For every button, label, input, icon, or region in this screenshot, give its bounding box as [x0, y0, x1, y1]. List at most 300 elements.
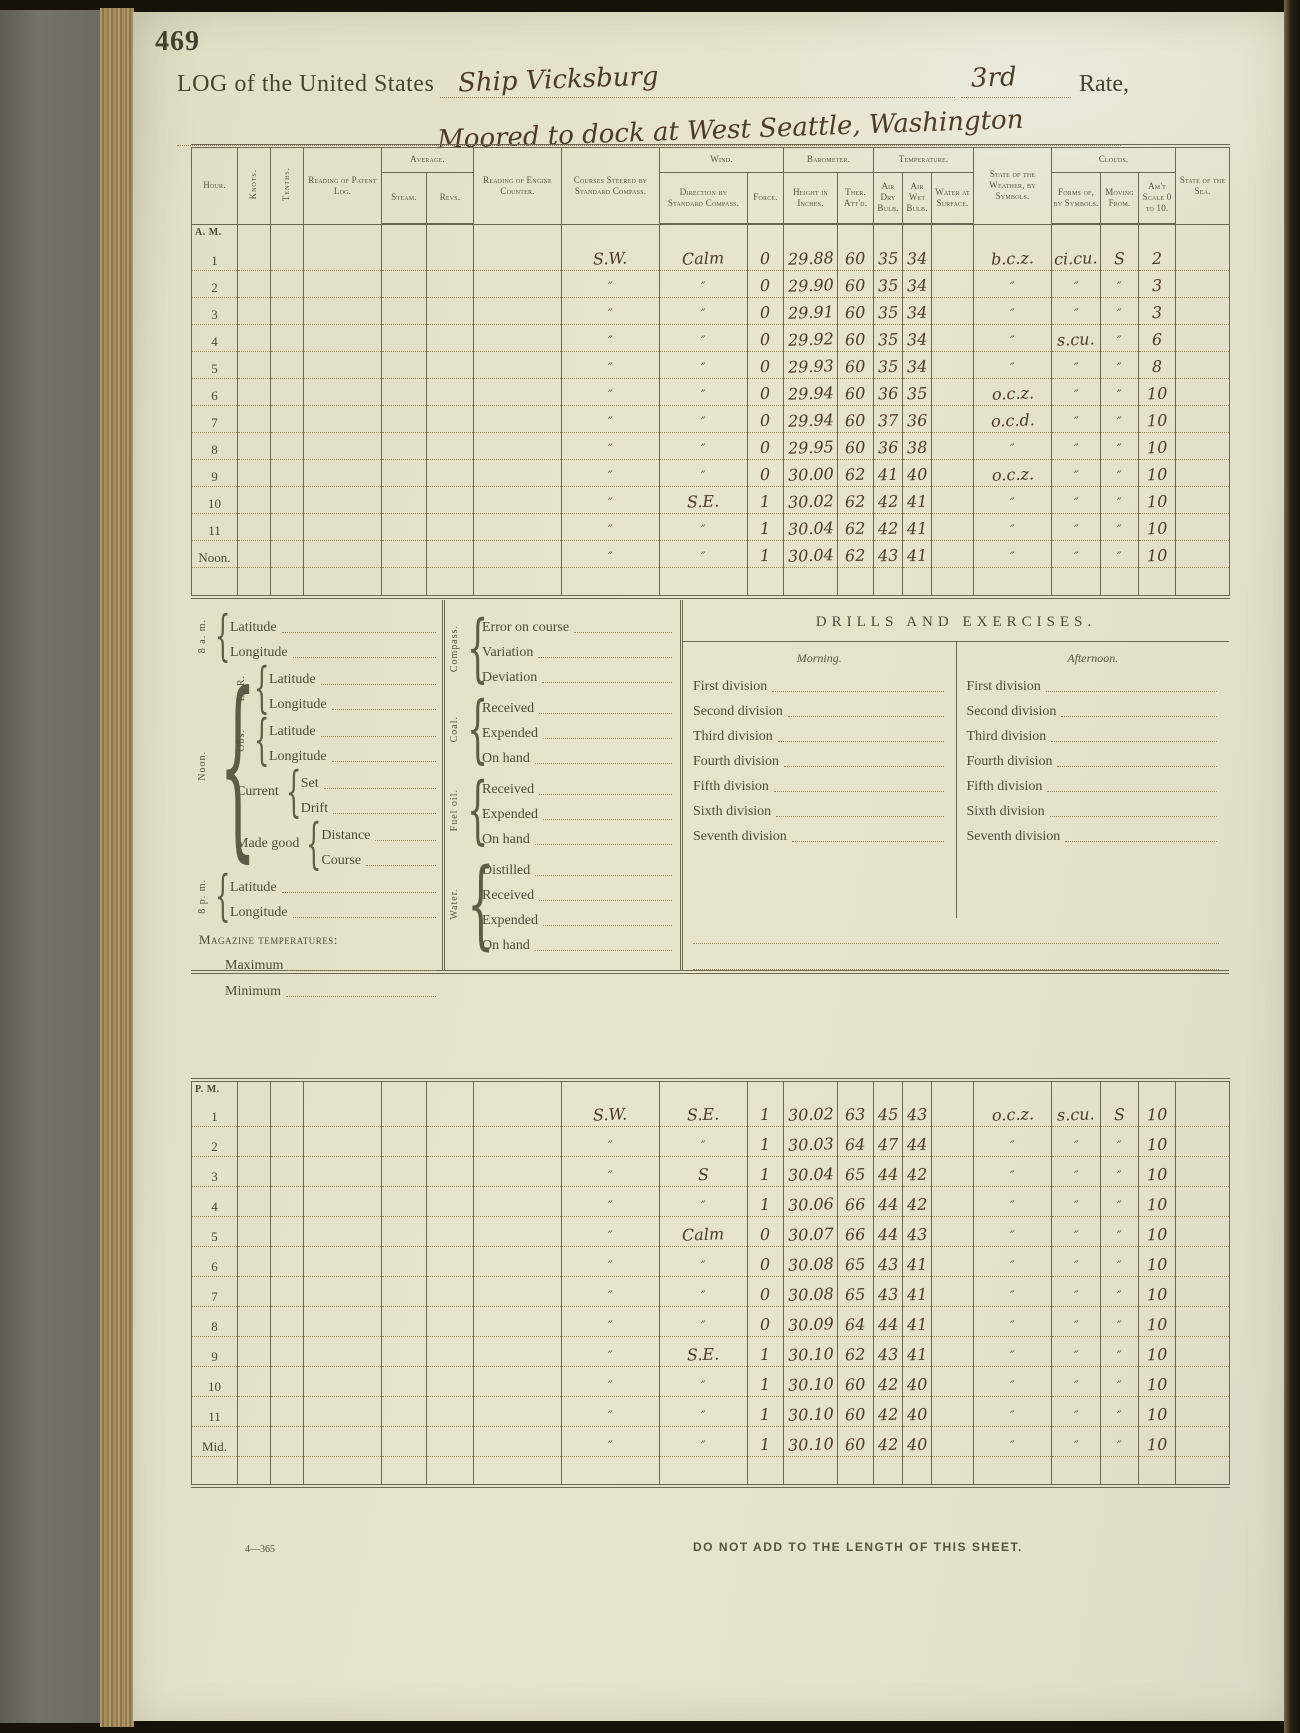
cell-sea	[1176, 1156, 1230, 1186]
cell-from	[1101, 1456, 1139, 1486]
cell-steam	[382, 351, 427, 378]
cell-weather	[974, 1126, 1052, 1156]
handwritten-entry: 0	[760, 329, 771, 349]
handwritten-entry: 10	[1146, 410, 1168, 430]
cell-water	[932, 1080, 974, 1126]
handwritten-entry: 1	[760, 491, 771, 511]
handwritten-entry: ″	[1073, 387, 1079, 403]
cell-amt	[1139, 351, 1176, 378]
handwritten-entry: ″	[1116, 333, 1123, 349]
handwritten-entry: ″	[1009, 1258, 1016, 1274]
handwritten-entry: ″	[607, 495, 614, 511]
cell-engine	[474, 1156, 562, 1186]
handwritten-entry: 10	[1146, 1164, 1168, 1184]
handwritten-entry: ″	[1009, 279, 1016, 295]
cell-dry	[874, 567, 903, 597]
cell-engine	[474, 1126, 562, 1156]
cell-dry	[874, 224, 903, 270]
afternoon-header: Afternoon.	[1067, 651, 1119, 665]
handwritten-entry: 1	[760, 1344, 771, 1364]
drills-afternoon-column	[957, 642, 1230, 918]
cell-dry	[874, 1186, 903, 1216]
handwritten-entry: 30.10	[787, 1433, 834, 1455]
cell-patent	[304, 486, 382, 513]
longitude-label: Longitude	[230, 645, 288, 660]
cell-ther	[838, 486, 874, 513]
brace	[306, 822, 314, 865]
am-row-7	[192, 405, 1230, 432]
noon-label: Noon.	[197, 751, 208, 781]
cell-amt	[1139, 324, 1176, 351]
cell-height	[784, 270, 838, 297]
handwritten-entry: ″	[607, 549, 614, 565]
cell-engine	[474, 567, 562, 597]
handwritten-entry: 10	[1146, 1224, 1168, 1244]
handwritten-entry: 41	[906, 1254, 928, 1274]
cell-amt	[1139, 270, 1176, 297]
cell-steam	[382, 540, 427, 567]
cell-weather	[974, 1456, 1052, 1486]
division-line	[693, 695, 946, 720]
cell-dry	[874, 1336, 903, 1366]
deviation-label: Deviation	[482, 670, 538, 685]
cell-steam	[382, 1336, 427, 1366]
cell-tenths	[271, 1366, 304, 1396]
entry-leader	[332, 761, 436, 762]
cell-sea	[1176, 1080, 1230, 1126]
handwritten-entry: Calm	[682, 247, 725, 269]
cell-ther	[838, 405, 874, 432]
cell-form	[1052, 540, 1101, 567]
entry-leader	[693, 918, 1219, 944]
entry-leader	[333, 813, 436, 814]
cell-form	[1052, 1216, 1101, 1246]
cell-amt	[1139, 1426, 1176, 1456]
entry-leader	[332, 709, 436, 710]
cell-force	[748, 351, 784, 378]
handwritten-entry: ″	[1009, 306, 1016, 322]
cell-amt	[1139, 1246, 1176, 1276]
division-line	[693, 720, 946, 745]
cell-tenths	[271, 1216, 304, 1246]
cell-from	[1101, 1426, 1139, 1456]
cell-force	[748, 405, 784, 432]
handwritten-entry: ″	[607, 1138, 614, 1154]
cell-courses	[562, 1366, 660, 1396]
handwritten-entry: ″	[1073, 1138, 1079, 1154]
cell-knots	[238, 432, 271, 459]
handwritten-entry: 64	[844, 1134, 866, 1154]
handwritten-entry: 3	[1151, 302, 1163, 322]
cell-revs	[427, 540, 474, 567]
handwritten-entry: ″	[1073, 468, 1079, 484]
entry-leader	[288, 970, 436, 971]
entry-leader	[693, 944, 1219, 970]
handwritten-entry: ″	[1116, 1198, 1123, 1214]
division-line	[967, 745, 1220, 770]
cell-direction	[660, 224, 748, 270]
handwritten-entry: b.c.z.	[990, 247, 1035, 269]
cell-revs	[427, 1276, 474, 1306]
division-line	[693, 670, 946, 695]
cell-height	[784, 378, 838, 405]
course-label: Course	[321, 853, 362, 868]
handwritten-entry: ″	[1073, 1378, 1079, 1394]
cell-weather	[974, 224, 1052, 270]
cell-direction	[660, 1246, 748, 1276]
cell-direction	[660, 1396, 748, 1426]
made-good-label: Made good	[236, 836, 300, 851]
handwritten-entry: 30.08	[787, 1283, 834, 1305]
log-title-line	[177, 62, 1129, 98]
cell-height	[784, 567, 838, 597]
cell-patent	[304, 540, 382, 567]
cell-ther	[838, 1456, 874, 1486]
cell-ther	[838, 432, 874, 459]
handwritten-entry: 60	[844, 1434, 866, 1454]
cell-from	[1101, 432, 1139, 459]
handwritten-entry: ″	[700, 414, 707, 430]
cell-force	[748, 1456, 784, 1486]
cell-form	[1052, 1426, 1101, 1456]
cell-weather	[974, 270, 1052, 297]
cell-knots	[238, 1276, 271, 1306]
cell-force	[748, 1186, 784, 1216]
cell-patent	[304, 270, 382, 297]
handwritten-entry: ″	[1073, 1228, 1079, 1244]
handwritten-entry: ″	[607, 1228, 614, 1244]
cell-wet	[903, 1216, 932, 1246]
cell-knots	[238, 1336, 271, 1366]
cell-dry	[874, 1456, 903, 1486]
handwritten-entry: 30.04	[787, 517, 834, 539]
cell-tenths	[271, 1126, 304, 1156]
handwritten-entry: ″	[1009, 333, 1016, 349]
handwritten-entry: ″	[700, 549, 707, 565]
cell-engine	[474, 1426, 562, 1456]
handwritten-entry: ″	[1073, 1288, 1079, 1304]
division-label: Third division	[966, 729, 1047, 744]
pm-row-9	[192, 1336, 1230, 1366]
cell-weather	[974, 405, 1052, 432]
handwritten-entry: ″	[1073, 279, 1079, 295]
handwritten-entry: ″	[1116, 1348, 1123, 1364]
cell-dry	[874, 378, 903, 405]
division-label: Fifth division	[966, 779, 1043, 794]
fuel-oil-label: Fuel oil.	[449, 789, 460, 832]
cell-courses	[562, 1336, 660, 1366]
cell-steam	[382, 1396, 427, 1426]
am-row-11	[192, 513, 1230, 540]
handwritten-entry: 41	[906, 545, 928, 565]
cell-revs	[427, 432, 474, 459]
location-entry-line	[177, 104, 1121, 156]
handwritten-entry: 0	[760, 248, 771, 268]
cell-from	[1101, 1246, 1139, 1276]
handwritten-entry: ″	[1116, 522, 1123, 538]
handwritten-entry: 10	[1146, 1194, 1168, 1214]
distilled-label: Distilled	[482, 863, 531, 878]
cell-weather	[974, 1306, 1052, 1336]
cell-wet	[903, 351, 932, 378]
handwritten-entry: 30.10	[787, 1403, 834, 1425]
cell-dry	[874, 1216, 903, 1246]
cell-height	[784, 540, 838, 567]
division-line	[967, 720, 1220, 745]
cell-patent	[304, 378, 382, 405]
cell-sea	[1176, 1126, 1230, 1156]
division-label: Fourth division	[693, 754, 779, 769]
handwritten-entry: ″	[700, 1288, 707, 1304]
cell-patent	[304, 1126, 382, 1156]
handwritten-entry: ″	[1073, 1348, 1079, 1364]
pm-row-5	[192, 1216, 1230, 1246]
cell-hour: 2	[192, 270, 238, 297]
handwritten-entry: 10	[1146, 437, 1168, 457]
handwritten-entry: ″	[700, 360, 707, 376]
pm-row-blank	[192, 1456, 1230, 1486]
cell-direction	[660, 1216, 748, 1246]
cell-form	[1052, 224, 1101, 270]
handwritten-entry: ″	[700, 1408, 707, 1424]
cell-height	[784, 1306, 838, 1336]
handwritten-entry: 1	[760, 545, 771, 565]
cell-revs	[427, 1246, 474, 1276]
cell-revs	[427, 1336, 474, 1366]
entry-leader	[321, 736, 436, 737]
cell-direction	[660, 297, 748, 324]
cell-sea	[1176, 1306, 1230, 1336]
cell-form	[1052, 1276, 1101, 1306]
handwritten-entry: ″	[607, 1168, 614, 1184]
cell-hour: 2	[192, 1126, 238, 1156]
handwritten-entry: 60	[844, 1374, 866, 1394]
entry-leader	[535, 950, 672, 951]
cell-ther	[838, 351, 874, 378]
entry-leader	[1047, 791, 1217, 792]
cell-weather	[974, 297, 1052, 324]
cell-courses	[562, 1216, 660, 1246]
dr-label: D. R.	[236, 674, 247, 702]
pm-row-8	[192, 1306, 1230, 1336]
col-header-clouds-forms: Forms of, by Symbols.	[1052, 172, 1101, 224]
cell-sea	[1176, 297, 1230, 324]
cell-from	[1101, 1336, 1139, 1366]
handwritten-entry: S	[697, 1164, 710, 1184]
handwritten-entry: 60	[845, 356, 867, 376]
handwritten-entry: ″	[1009, 522, 1016, 538]
cell-sea	[1176, 486, 1230, 513]
cell-courses	[562, 1246, 660, 1276]
handwritten-entry: 63	[844, 1104, 866, 1124]
received-label: Received	[482, 888, 535, 903]
handwritten-entry: 6	[1151, 329, 1163, 349]
handwritten-entry: ″	[1073, 1318, 1079, 1334]
cell-patent	[304, 224, 382, 270]
latitude-label: Latitude	[269, 724, 316, 739]
cell-water	[932, 224, 974, 270]
cell-water	[932, 1336, 974, 1366]
handwritten-entry: ″	[607, 279, 614, 295]
maximum-label: Maximum	[225, 958, 284, 973]
eight-pm-label: 8 p. m.	[197, 878, 208, 914]
cell-wet	[903, 1396, 932, 1426]
cell-amt	[1139, 540, 1176, 567]
cell-dry	[874, 1426, 903, 1456]
cell-water	[932, 1156, 974, 1186]
cell-from	[1101, 1186, 1139, 1216]
entry-leader	[535, 844, 672, 845]
cell-sea	[1176, 405, 1230, 432]
handwritten-entry: 43	[906, 1104, 928, 1124]
cell-wet	[903, 1456, 932, 1486]
handwritten-entry: ″	[607, 360, 614, 376]
cell-height	[784, 1366, 838, 1396]
form-number: 4—365	[245, 1544, 275, 1555]
received-label: Received	[482, 782, 535, 797]
handwritten-entry: 1	[760, 1404, 771, 1424]
cell-tenths	[271, 1336, 304, 1366]
brace	[215, 874, 223, 917]
cell-direction	[660, 513, 748, 540]
cell-from	[1101, 567, 1139, 597]
cell-courses	[562, 1276, 660, 1306]
expended-label: Expended	[482, 913, 538, 928]
cell-tenths	[271, 432, 304, 459]
cell-wet	[903, 378, 932, 405]
handwritten-entry: ″	[607, 414, 614, 430]
handwritten-entry: 38	[906, 437, 928, 457]
cell-direction	[660, 405, 748, 432]
log-page	[133, 12, 1285, 1721]
cell-height	[784, 351, 838, 378]
current-label: Current	[236, 784, 279, 799]
handwritten-entry: o.c.z.	[991, 463, 1034, 485]
cell-direction	[660, 270, 748, 297]
entry-leader	[772, 691, 943, 692]
cell-direction	[660, 486, 748, 513]
latitude-label: Latitude	[230, 880, 277, 895]
cell-knots	[238, 1126, 271, 1156]
cell-knots	[238, 224, 271, 270]
cell-from	[1101, 297, 1139, 324]
pm-row-4	[192, 1186, 1230, 1216]
cell-height	[784, 1246, 838, 1276]
handwritten-entry: ″	[1073, 441, 1079, 457]
am-row-6	[192, 378, 1230, 405]
cell-patent	[304, 1426, 382, 1456]
handwritten-entry: 43	[877, 1344, 899, 1364]
am-row-1	[192, 224, 1230, 270]
cell-ther	[838, 1336, 874, 1366]
handwritten-entry: 30.06	[787, 1193, 834, 1215]
cell-hour: P. M. 1	[192, 1080, 238, 1126]
rate-entry-line	[961, 62, 1071, 98]
brace	[286, 770, 294, 813]
cell-tenths	[271, 297, 304, 324]
cell-water	[932, 432, 974, 459]
handwritten-entry: 47	[877, 1134, 899, 1154]
cell-water	[932, 297, 974, 324]
cell-patent	[304, 432, 382, 459]
entry-leader	[774, 791, 944, 792]
cell-courses	[562, 351, 660, 378]
cell-form	[1052, 405, 1101, 432]
handwritten-entry: 34	[906, 275, 928, 295]
cell-courses	[562, 378, 660, 405]
cell-water	[932, 1396, 974, 1426]
cell-ther	[838, 297, 874, 324]
col-header-weather: State of the Weather, by Symbols.	[974, 146, 1052, 224]
cell-knots	[238, 1246, 271, 1276]
handwritten-entry: 41	[906, 518, 928, 538]
cell-force	[748, 297, 784, 324]
cell-courses	[562, 1126, 660, 1156]
cell-height	[784, 1426, 838, 1456]
handwritten-entry: 60	[845, 248, 867, 268]
handwritten-entry: ″	[607, 1378, 614, 1394]
handwritten-entry: 8	[1151, 356, 1163, 376]
handwritten-entry: ″	[700, 468, 707, 484]
morning-header: Morning.	[796, 651, 842, 665]
cell-form	[1052, 297, 1101, 324]
cell-wet	[903, 1156, 932, 1186]
cell-form	[1052, 459, 1101, 486]
entry-leader	[282, 892, 436, 893]
cell-amt	[1139, 513, 1176, 540]
cell-height	[784, 297, 838, 324]
handwritten-entry: 60	[844, 1404, 866, 1424]
handwritten-entry: 36	[877, 383, 899, 403]
am-row-5	[192, 351, 1230, 378]
handwritten-entry: 0	[760, 1284, 771, 1304]
cell-water	[932, 351, 974, 378]
magazine-temperatures-title: Magazine temperatures:	[199, 932, 338, 947]
am-log-table	[191, 144, 1230, 599]
handwritten-entry: 0	[760, 1254, 771, 1274]
cell-force	[748, 1306, 784, 1336]
col-header-clouds: Clouds.	[1052, 146, 1176, 172]
cell-force	[748, 1080, 784, 1126]
col-header-steam: Steam.	[382, 172, 427, 224]
handwritten-entry: 30.10	[787, 1373, 834, 1395]
cell-height	[784, 1216, 838, 1246]
cell-hour: A. M. 1	[192, 224, 238, 270]
division-line	[693, 745, 946, 770]
cell-engine	[474, 459, 562, 486]
cell-sea	[1176, 540, 1230, 567]
cell-height	[784, 324, 838, 351]
handwritten-entry: 30.02	[787, 1103, 834, 1125]
drills-block	[683, 600, 1229, 970]
col-header-air-wet: Air Wet Bulb.	[903, 172, 932, 224]
handwritten-entry: 10	[1146, 1404, 1168, 1424]
drills-title: DRILLS AND EXERCISES.	[683, 600, 1229, 642]
brace	[467, 866, 475, 943]
handwritten-entry: 10	[1146, 1374, 1168, 1394]
handwritten-entry: 0	[760, 383, 771, 403]
handwritten-entry: ″	[1009, 1348, 1016, 1364]
latitude-label: Latitude	[269, 672, 316, 687]
handwritten-entry: ″	[700, 1378, 707, 1394]
cell-courses	[562, 1426, 660, 1456]
cell-hour: 11	[192, 1396, 238, 1426]
cell-tenths	[271, 459, 304, 486]
cell-revs	[427, 270, 474, 297]
cell-direction	[660, 351, 748, 378]
cell-hour: 4	[192, 324, 238, 351]
handwritten-entry: 42	[906, 1194, 928, 1214]
